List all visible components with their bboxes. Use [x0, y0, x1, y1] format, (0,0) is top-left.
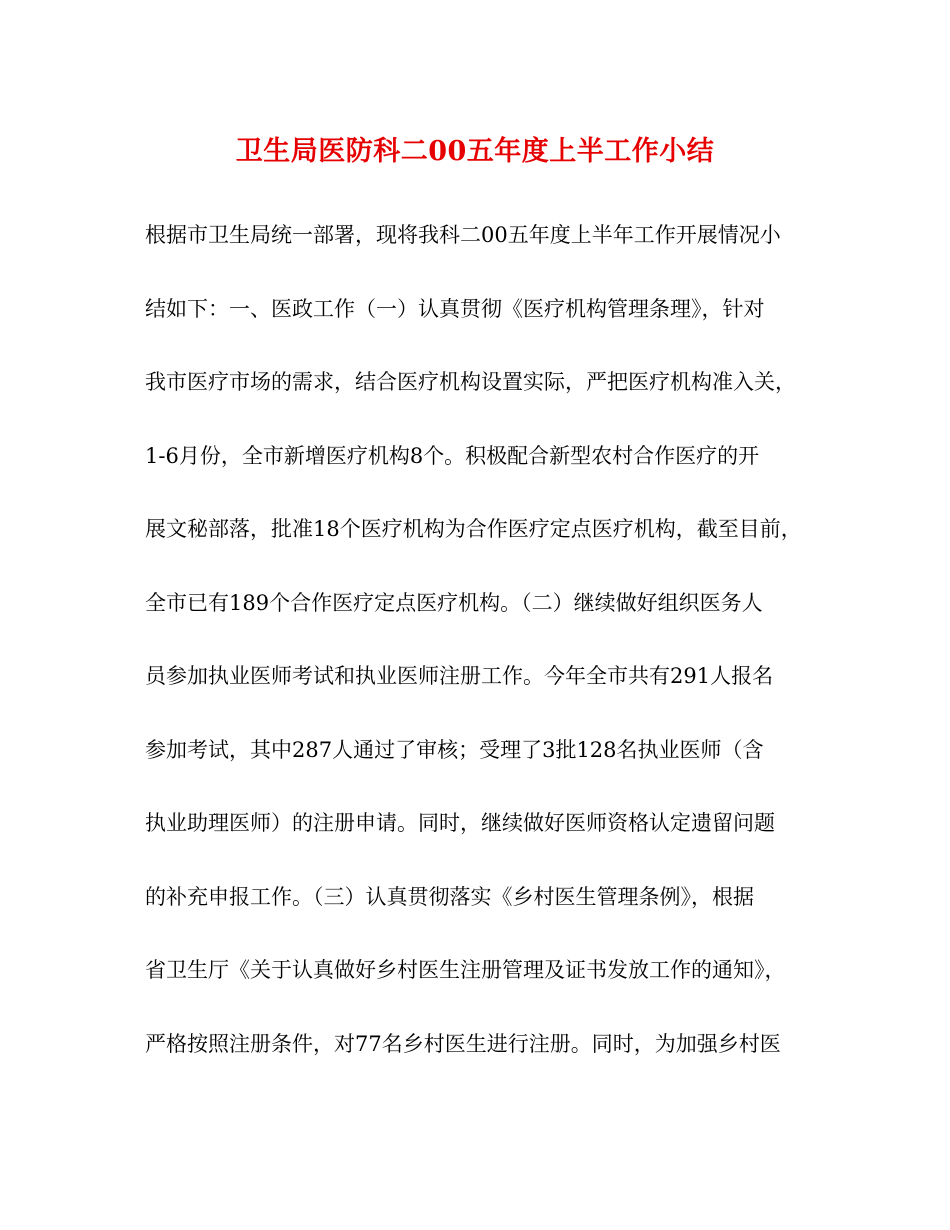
body-line-2: 结如下：一、医政工作（一）认真贯彻《医疗机构管理条理》，针对 — [145, 296, 765, 321]
body-line-11: 省卫生厅《关于认真做好乡村医生注册管理及证书发放工作的通知》， — [145, 958, 786, 982]
body-line-3: 我市医疗市场的需求，结合医疗机构设置实际，严把医疗机构准入关， — [145, 370, 796, 394]
body-line-12: 严格按照注册条件，对77名乡村医生进行注册。同时，为加强乡村医 — [145, 1031, 781, 1056]
body-line-9: 执业助理医师）的注册申请。同时，继续做好医师资格认定遗留问题 — [145, 811, 775, 835]
body-line-1: 根据市卫生局统一部署，现将我科二00五年度上半年工作开展情况小 — [145, 223, 781, 247]
body-line-5: 展文秘部落，批准18个医疗机构为合作医疗定点医疗机构，截至目前， — [145, 517, 802, 541]
document-body — [145, 215, 835, 1097]
body-line-8: 参加考试，其中287人通过了审核；受理了3批128名执业医师（含 — [145, 737, 764, 762]
body-line-6: 全市已有189个合作医疗定点医疗机构。（二）继续做好组织医务人 — [145, 590, 763, 615]
body-line-4: 1-6月份，全市新增医疗机构8个。积极配合新型农村合作医疗的开 — [145, 443, 760, 468]
document-title: 卫生局医防科二00五年度上半工作小结 — [235, 136, 715, 167]
body-line-10: 的补充申报工作。（三）认真贯彻落实《乡村医生管理条例》，根据 — [145, 884, 754, 909]
body-line-7: 员参加执业医师考试和执业医师注册工作。今年全市共有291人报名 — [145, 664, 774, 688]
